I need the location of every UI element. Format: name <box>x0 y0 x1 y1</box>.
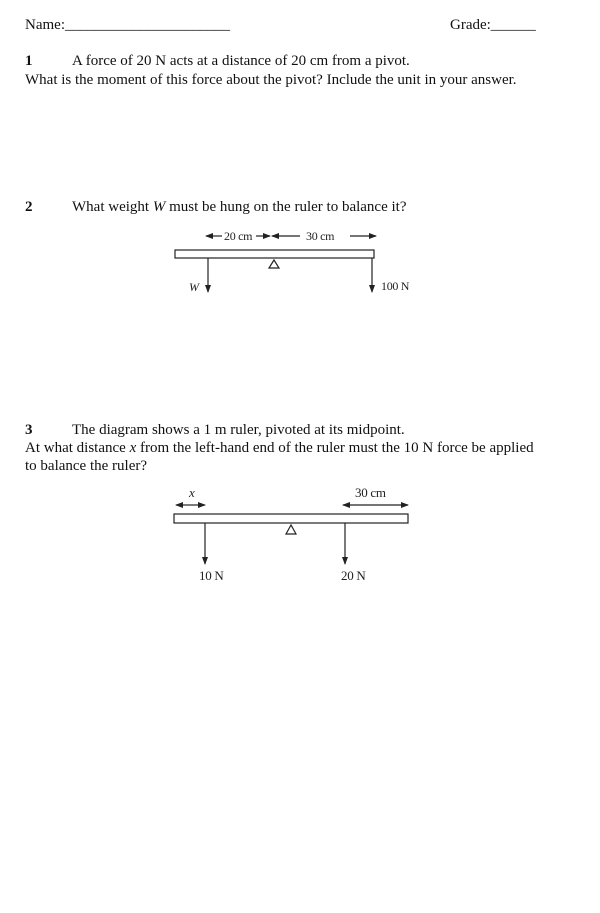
question-3-text: The diagram shows a 1 m ruler, pivoted at its midpoint. <box>72 422 405 438</box>
grade-field-label: Grade:______ <box>450 17 536 33</box>
question-1-text: A force of 20 N acts at a distance of 20 cm from a pivot. <box>72 53 410 69</box>
dimension-label-right: 30 cm <box>306 229 335 243</box>
dimension-label-left: 20 cm <box>224 229 253 243</box>
question-3-prompt-cont: to balance the ruler? <box>25 458 148 474</box>
force-label-left: W <box>189 280 199 294</box>
force-label-left: 10 N <box>199 568 224 583</box>
name-field-label: Name:______________________ <box>25 17 230 33</box>
question-1-prompt: What is the moment of this force about the pivot? Include the unit in your answer. <box>25 72 517 88</box>
question-2-number: 2 <box>25 199 33 215</box>
dimension-label-left: x <box>189 485 195 500</box>
question-2-text: What weight W must be hung on the ruler to balance it? <box>72 199 407 215</box>
dimension-label-right: 30 cm <box>355 485 386 500</box>
force-label-right: 20 N <box>341 568 366 583</box>
question-1-number: 1 <box>25 53 33 69</box>
force-label-right: 100 N <box>381 279 410 293</box>
question-3-number: 3 <box>25 422 33 438</box>
ruler <box>174 514 408 523</box>
pivot <box>286 525 296 534</box>
question-3-prompt: At what distance x from the left-hand end of the ruler must the 10 N force be applied <box>25 440 534 456</box>
